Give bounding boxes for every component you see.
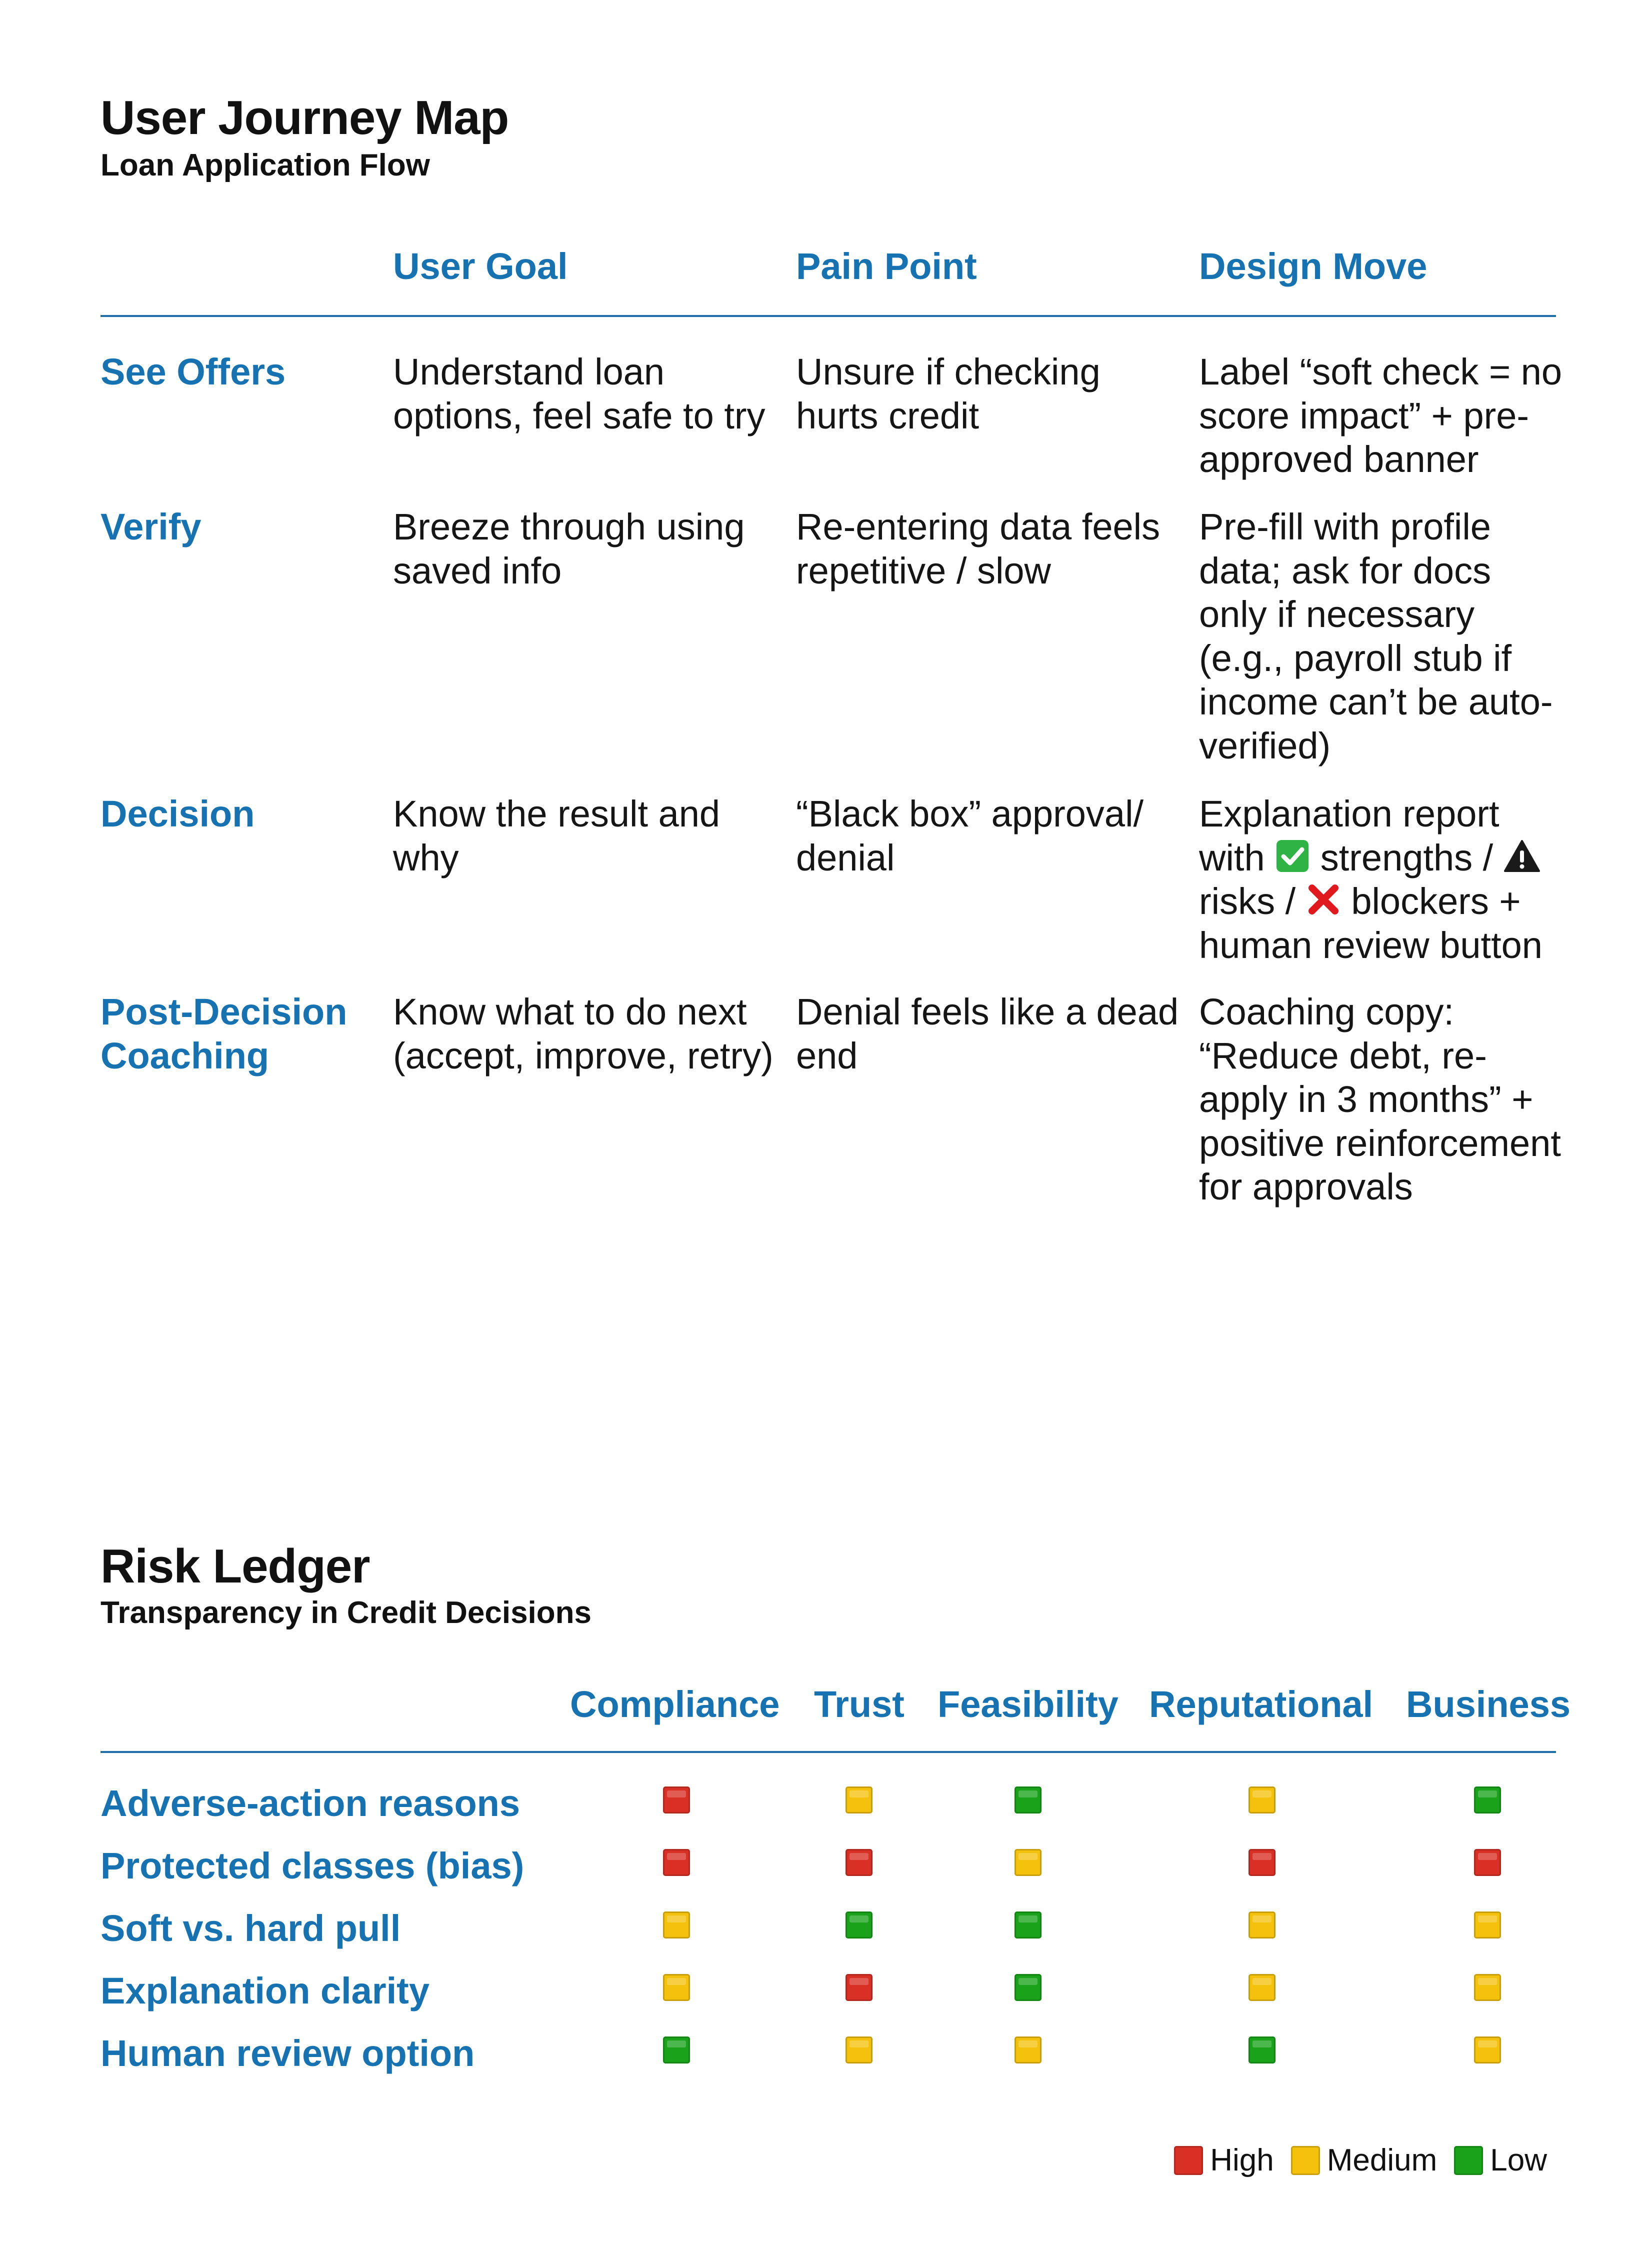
design-decision	[1199, 792, 1569, 967]
legend-swatch-medium	[1291, 2146, 1320, 2175]
stage-decision: Decision	[100, 793, 255, 834]
col-compliance: Compliance	[570, 1684, 780, 1725]
pain-see-offers: Unsure if checking hurts credit	[796, 351, 1100, 436]
risk-row-protected-classes: Protected classes (bias)	[100, 1845, 524, 1886]
risk-square-medium	[663, 1974, 690, 2001]
legend-label-low: Low	[1490, 2143, 1547, 2178]
col-feasibility: Feasibility	[938, 1684, 1118, 1725]
risk-square-medium	[1474, 1974, 1501, 2001]
risk-square-high	[663, 1786, 690, 1814]
risk-square-high	[1248, 1849, 1276, 1876]
risk-row-explanation-clarity: Explanation clarity	[100, 1970, 430, 2012]
risk-square-medium	[1014, 1849, 1042, 1876]
risk-header-rule	[100, 1751, 1556, 1753]
design-decision-text-1: Explanation report with	[1199, 793, 1500, 878]
risk-row-soft-hard-pull: Soft vs. hard pull	[100, 1908, 401, 1949]
risk-square-medium	[846, 2036, 872, 2064]
risk-square-medium	[846, 1786, 872, 1814]
risk-square-medium	[663, 1912, 690, 1938]
journey-title: User Journey Map	[100, 91, 509, 144]
goal-decision: Know the result and why	[393, 793, 720, 878]
risk-square-low	[1014, 1912, 1042, 1938]
risk-square-medium	[1248, 1974, 1276, 2001]
goal-verify: Breeze through using saved info	[393, 506, 745, 592]
risk-square-medium	[1474, 1912, 1501, 1938]
risk-square-low	[663, 2036, 690, 2064]
risk-square-high	[663, 1849, 690, 1876]
design-decision-text-3: risks /	[1199, 880, 1306, 922]
risk-square-low	[1014, 1786, 1042, 1814]
journey-header-rule	[100, 315, 1556, 317]
risk-row-human-review: Human review option	[100, 2032, 475, 2074]
pain-decision: “Black box” approval/ denial	[796, 793, 1144, 878]
risk-row-adverse-action: Adverse-action reasons	[100, 1782, 520, 1824]
risk-title: Risk Ledger	[100, 1540, 370, 1593]
risk-square-medium	[1248, 1912, 1276, 1938]
goal-post-decision: Know what to do next (accept, improve, retry)	[393, 991, 774, 1076]
risk-square-medium	[1014, 2036, 1042, 2064]
col-trust: Trust	[814, 1684, 904, 1725]
risk-square-high	[846, 1849, 872, 1876]
warning-icon	[1504, 838, 1540, 874]
risk-legend	[1174, 2142, 1547, 2178]
legend-label-medium: Medium	[1326, 2143, 1438, 2178]
col-design-move: Design Move	[1199, 246, 1428, 287]
risk-square-medium	[1474, 2036, 1501, 2064]
design-see-offers: Label “soft check = no score impact” + pre-approved banner	[1199, 351, 1562, 480]
risk-square-high	[846, 1974, 872, 2001]
col-user-goal: User Goal	[393, 246, 568, 287]
legend-swatch-low	[1454, 2146, 1483, 2175]
legend-swatch-high	[1174, 2146, 1203, 2175]
pain-post-decision: Denial feels like a dead end	[796, 991, 1179, 1076]
journey-subtitle: Loan Application Flow	[100, 148, 430, 182]
risk-square-low	[1014, 1974, 1042, 2001]
stage-see-offers: See Offers	[100, 351, 286, 392]
design-decision-text-2: strengths /	[1310, 836, 1504, 878]
legend-label-high: High	[1210, 2143, 1274, 2178]
pain-verify: Re-entering data feels repetitive / slow	[796, 506, 1160, 592]
risk-square-medium	[1248, 1786, 1276, 1814]
risk-square-low	[846, 1912, 872, 1938]
col-pain-point: Pain Point	[796, 246, 977, 287]
design-post-decision: Coaching copy: “Reduce debt, re-apply in 3 months” + positive reinforcement for approvals	[1199, 991, 1561, 1208]
col-business: Business	[1406, 1684, 1571, 1725]
check-icon	[1275, 838, 1310, 874]
stage-verify: Verify	[100, 506, 202, 548]
risk-square-low	[1474, 1786, 1501, 1814]
design-verify: Pre-fill with profile data; ask for docs only if necessary (e.g., payroll stub if income can’t be auto-verified)	[1199, 506, 1553, 766]
col-reputational: Reputational	[1149, 1684, 1374, 1725]
design-decision-text-4: blockers + human review button	[1199, 880, 1542, 966]
stage-post-decision-coaching: Post-Decision Coaching	[100, 991, 348, 1076]
risk-square-high	[1474, 1849, 1501, 1876]
goal-see-offers: Understand loan options, feel safe to try	[393, 351, 766, 436]
risk-square-low	[1248, 2036, 1276, 2064]
risk-subtitle: Transparency in Credit Decisions	[100, 1596, 592, 1630]
cross-icon	[1306, 882, 1341, 917]
